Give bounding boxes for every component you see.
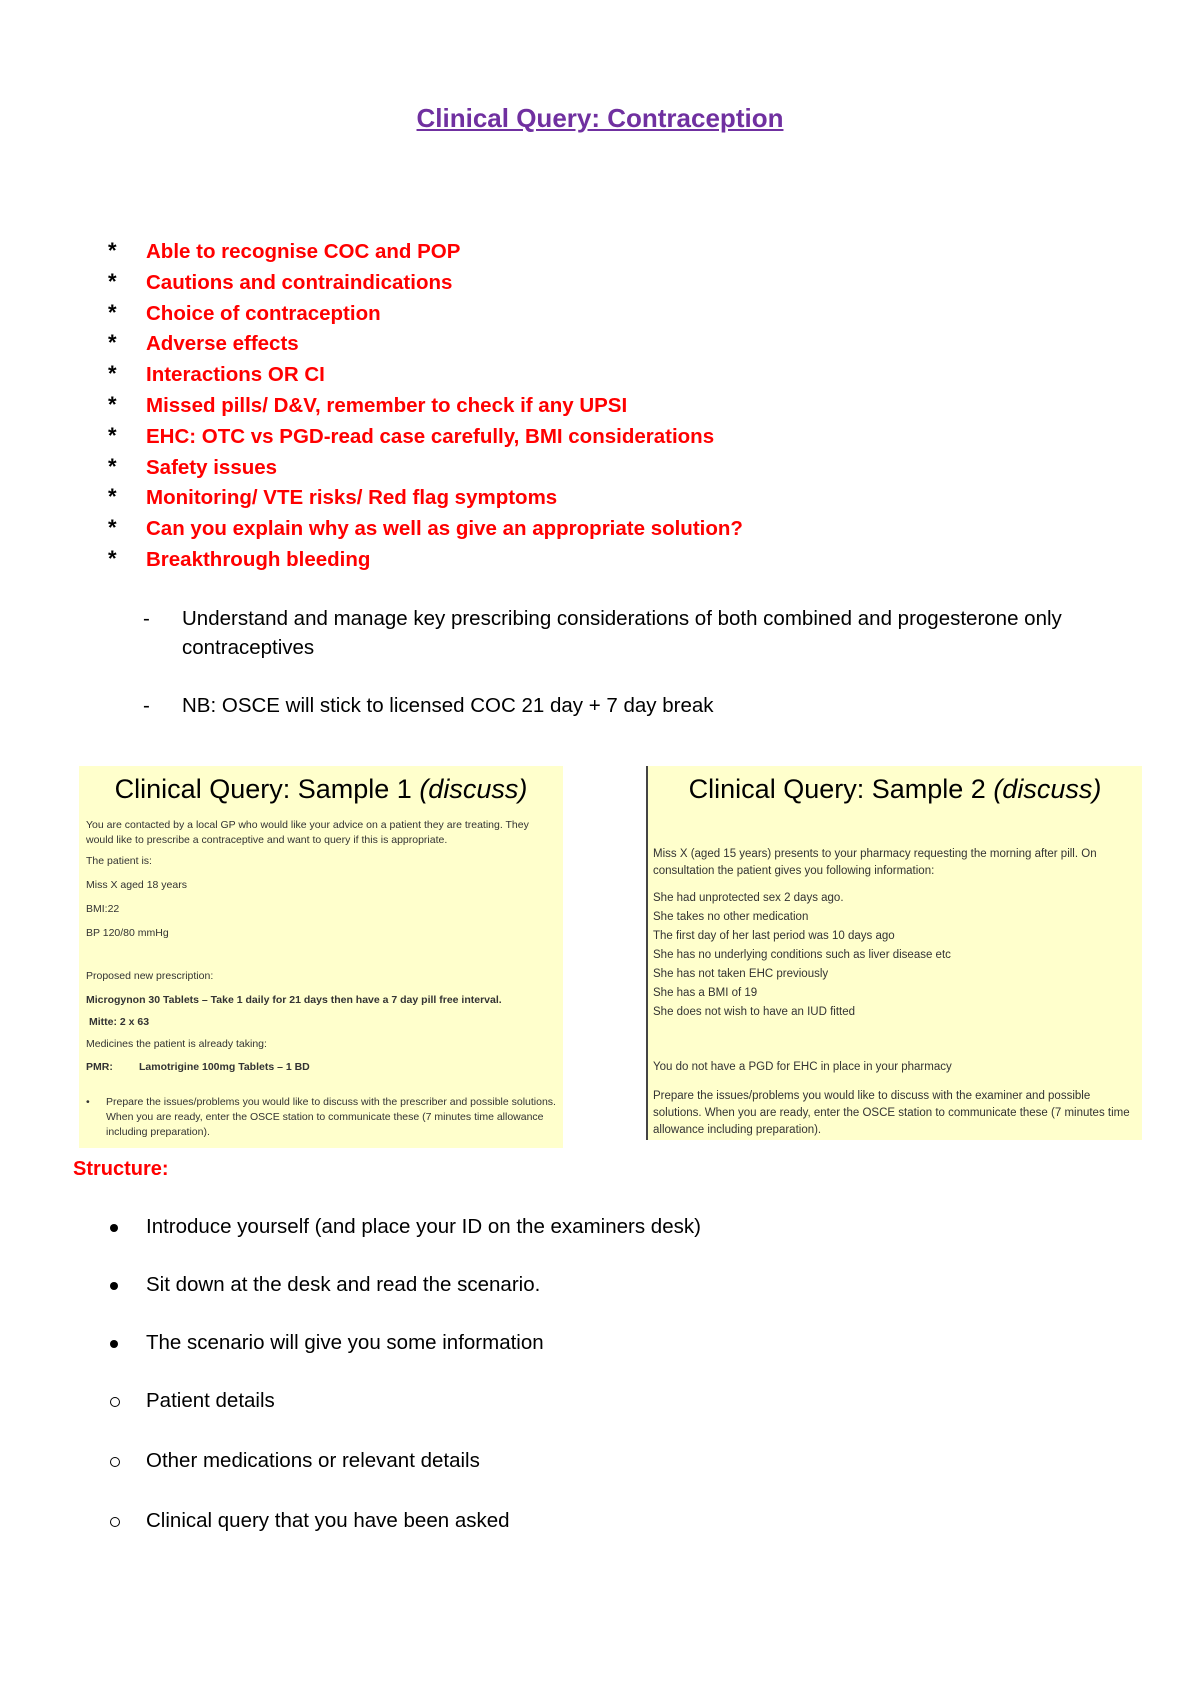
sample2-fact: She takes no other medication xyxy=(653,911,809,923)
sample1-panel xyxy=(79,766,563,1148)
sample2-fact: The first day of her last period was 10 days ago xyxy=(653,930,895,942)
star-icon: * xyxy=(108,545,117,571)
note-item: - Understand and manage key prescribing considerations of both combined and progesterone only contraceptives xyxy=(143,604,1103,662)
objective-item: * Interactions OR CI xyxy=(108,359,743,390)
objective-item: * Breakthrough bleeding xyxy=(108,544,743,575)
sample1-mitte: Mitte: 2 x 63 xyxy=(89,1016,150,1028)
sample2-intro: Miss X (aged 15 years) presents to your pharmacy requesting the morning after pill. On consultation the patient gives you following information: xyxy=(653,848,1097,877)
objective-item: * Able to recognise COC and POP xyxy=(108,236,743,267)
sample2-fact: She has no underlying conditions such as liver disease etc xyxy=(653,949,951,961)
sample2-pgd-note: You do not have a PGD for EHC in place in your pharmacy xyxy=(653,1061,952,1073)
sample1-instruction: Prepare the issues/problems you would like to discuss with the prescriber and possible solutions. When you are ready, enter the OSCE station to communicate these (7 minutes time allowance including preparation). xyxy=(106,1096,556,1138)
objective-item: * Missed pills/ D&V, remember to check if any UPSI xyxy=(108,390,743,421)
sample1-title: Clinical Query: Sample 1 (discuss) xyxy=(114,774,528,804)
sample1-pmr-label: PMR: xyxy=(86,1061,113,1073)
bullet-icon xyxy=(110,1282,118,1290)
sample1-rx-heading: Proposed new prescription: xyxy=(86,970,214,982)
star-icon: * xyxy=(108,391,117,417)
sample1-meds-heading: Medicines the patient is already taking: xyxy=(86,1038,267,1050)
sample1-patient-heading: The patient is: xyxy=(86,855,152,867)
sample2-title: Clinical Query: Sample 2 (discuss) xyxy=(688,774,1102,804)
star-icon: * xyxy=(108,268,117,294)
structure-subitem: Clinical query that you have been asked xyxy=(108,1509,510,1533)
sample1-patient: Miss X aged 18 years xyxy=(86,879,187,891)
star-icon: * xyxy=(108,422,117,448)
star-icon: * xyxy=(108,299,117,325)
star-icon: * xyxy=(108,330,117,356)
sample2-fact: She had unprotected sex 2 days ago. xyxy=(653,892,844,904)
bullet-icon xyxy=(110,1340,118,1348)
circle-bullet-icon xyxy=(110,1457,120,1467)
structure-bullet: The scenario will give you some information xyxy=(108,1331,544,1355)
objective-item: * Choice of contraception xyxy=(108,298,743,329)
bullet-icon: • xyxy=(86,1096,90,1108)
sample2-instruction: Prepare the issues/problems you would like to discuss with the examiner and possible solutions. When you are ready, enter the OSCE station to communicate these (7 minutes time allowance including preparation). xyxy=(653,1090,1130,1136)
objective-item: * Safety issues xyxy=(108,452,743,483)
sample1-rx: Microgynon 30 Tablets – Take 1 daily for 21 days then have a 7 day pill free interval. xyxy=(86,994,502,1006)
objective-item: * Monitoring/ VTE risks/ Red flag symptoms xyxy=(108,482,743,513)
star-icon: * xyxy=(108,238,117,263)
sample1-bp: BP 120/80 mmHg xyxy=(86,927,169,939)
objective-item: * Adverse effects xyxy=(108,328,743,359)
dash-icon: - xyxy=(143,607,150,630)
objectives-list xyxy=(108,236,743,575)
sample2-fact: She has a BMI of 19 xyxy=(653,987,758,999)
objective-item: * EHC: OTC vs PGD-read case carefully, BMI considerations xyxy=(108,421,743,452)
objective-item: * Cautions and contraindications xyxy=(108,267,743,298)
structure-subitem: Patient details xyxy=(108,1389,275,1413)
structure-bullet: Introduce yourself (and place your ID on the examiners desk) xyxy=(108,1215,701,1239)
star-icon: * xyxy=(108,361,117,387)
dash-icon: - xyxy=(143,694,150,717)
sample2-panel xyxy=(646,766,1142,1140)
circle-bullet-icon xyxy=(110,1517,120,1527)
sample2-fact: She has not taken EHC previously xyxy=(653,968,829,980)
circle-bullet-icon xyxy=(110,1397,120,1407)
structure-subitem: Other medications or relevant details xyxy=(108,1449,480,1473)
structure-heading: Structure: xyxy=(73,1158,169,1180)
sample1-pmr-value: Lamotrigine 100mg Tablets – 1 BD xyxy=(139,1061,310,1073)
structure-bullet: Sit down at the desk and read the scenario. xyxy=(108,1273,540,1297)
sample2-fact: She does not wish to have an IUD fitted xyxy=(653,1006,856,1018)
page-title: Clinical Query: Contraception xyxy=(416,103,784,133)
star-icon: * xyxy=(108,484,117,510)
star-icon: * xyxy=(108,515,117,541)
objective-item: * Can you explain why as well as give an appropriate solution? xyxy=(108,513,743,544)
star-icon: * xyxy=(108,453,117,479)
bullet-icon xyxy=(110,1224,118,1232)
sample1-intro: You are contacted by a local GP who would like your advice on a patient they are treating. They would like to prescribe a contraceptive and want to query if this is appropriate. xyxy=(86,819,529,846)
note-item: - NB: OSCE will stick to licensed COC 21 day + 7 day break xyxy=(143,691,1103,720)
sample1-bmi: BMI:22 xyxy=(86,903,120,915)
